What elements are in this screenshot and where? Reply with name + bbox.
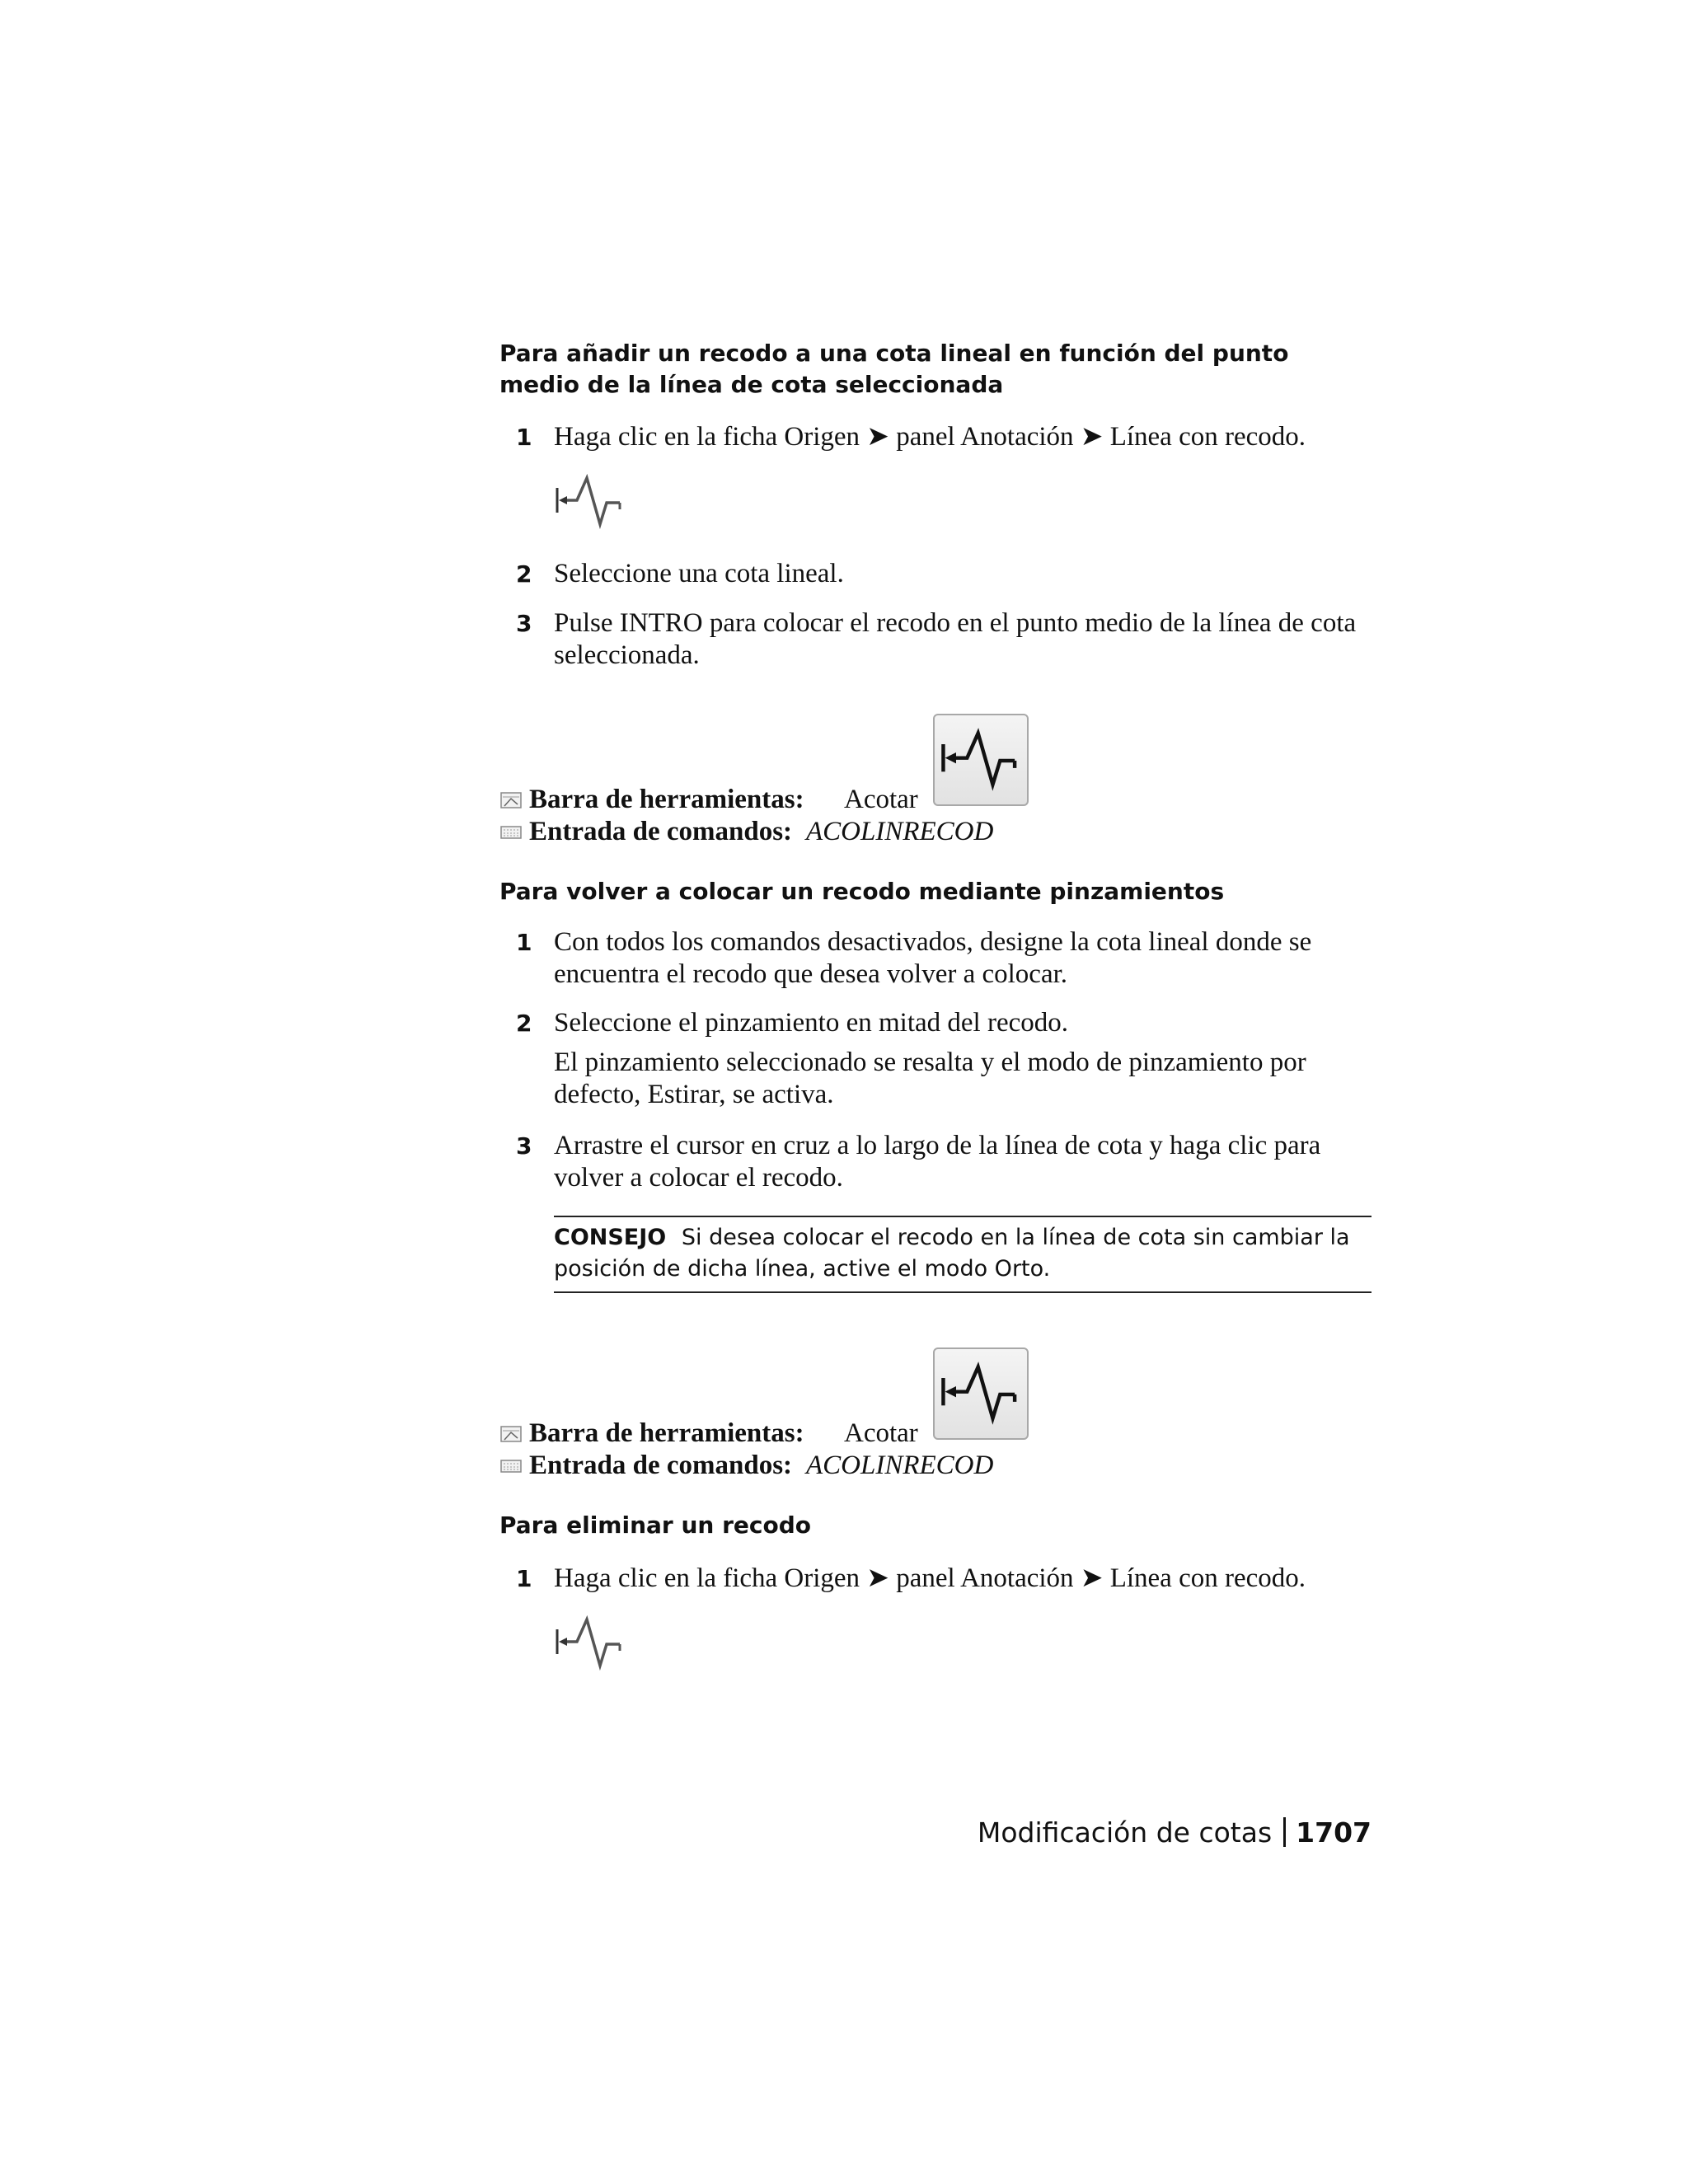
jogged-line-icon bbox=[554, 1611, 628, 1677]
tip-text: Si desea colocar el recodo en la línea de cota sin cambiar la posición de dicha línea, active el modo Orto. bbox=[554, 1225, 1350, 1282]
step-text: Seleccione el pinzamiento en mitad del recodo. bbox=[554, 1008, 1069, 1038]
footer-separator bbox=[1283, 1817, 1286, 1847]
tip-label: CONSEJO bbox=[554, 1225, 667, 1250]
command-line-icon bbox=[499, 1455, 524, 1477]
step-number: 2 bbox=[516, 1010, 532, 1037]
step-number: 1 bbox=[516, 929, 532, 956]
step-number: 1 bbox=[516, 1565, 532, 1592]
step-text: Pulse INTRO para colocar el recodo en el punto medio de la línea de cota seleccionada. bbox=[554, 608, 1357, 670]
page-number: 1707 bbox=[1296, 1816, 1372, 1849]
command-label: Entrada de comandos: bbox=[529, 817, 793, 846]
step-text: Con todos los comandos desactivados, designe la cota lineal donde se encuentra el recodo que desea volver a colocar. bbox=[554, 927, 1312, 989]
toolbar-label: Barra de herramientas: bbox=[529, 785, 804, 814]
step-number: 2 bbox=[516, 560, 532, 588]
command-label: Entrada de comandos: bbox=[529, 1451, 793, 1480]
toolbar-value: Acotar bbox=[844, 785, 918, 814]
toolbar-icon bbox=[499, 1423, 524, 1445]
jogged-line-icon bbox=[554, 470, 628, 536]
step-text: Seleccione una cota lineal. bbox=[554, 559, 844, 588]
step-text: Haga clic en la ficha Origen ➤ panel Anotación ➤ Línea con recodo. bbox=[554, 422, 1306, 452]
step-text: Haga clic en la ficha Origen ➤ panel Anotación ➤ Línea con recodo. bbox=[554, 1563, 1306, 1593]
section-heading-remove-jog: Para eliminar un recodo bbox=[499, 1511, 811, 1539]
section-heading-add-jog: Para añadir un recodo a una cota lineal en función del punto medio de la línea de cota seleccionada bbox=[499, 340, 1289, 398]
step-text: Arrastre el cursor en cruz a lo largo de la línea de cota y haga clic para volver a colocar el recodo. bbox=[554, 1131, 1321, 1193]
step-number: 3 bbox=[516, 610, 532, 637]
step-subtext: El pinzamiento seleccionado se resalta y el modo de pinzamiento por defecto, Estirar, se activa. bbox=[554, 1047, 1306, 1109]
command-line-icon bbox=[499, 822, 524, 843]
tip-box bbox=[554, 1216, 1372, 1293]
toolbar-label: Barra de herramientas: bbox=[529, 1418, 804, 1448]
toolbar-reference bbox=[499, 783, 1373, 816]
toolbar-icon bbox=[499, 790, 524, 811]
command-value: ACOLINRECOD bbox=[806, 817, 994, 846]
section-heading-relocate-jog: Para volver a colocar un recodo mediante pinzamientos bbox=[499, 878, 1225, 905]
command-reference bbox=[499, 1449, 1373, 1482]
page-footer bbox=[978, 1815, 1372, 1851]
command-reference bbox=[499, 815, 1373, 848]
step-number: 3 bbox=[516, 1132, 532, 1160]
command-value: ACOLINRECOD bbox=[806, 1451, 994, 1480]
step-number: 1 bbox=[516, 424, 532, 451]
toolbar-value: Acotar bbox=[844, 1418, 918, 1448]
footer-section-title: Modificación de cotas bbox=[977, 1816, 1273, 1849]
toolbar-reference bbox=[499, 1417, 1373, 1450]
